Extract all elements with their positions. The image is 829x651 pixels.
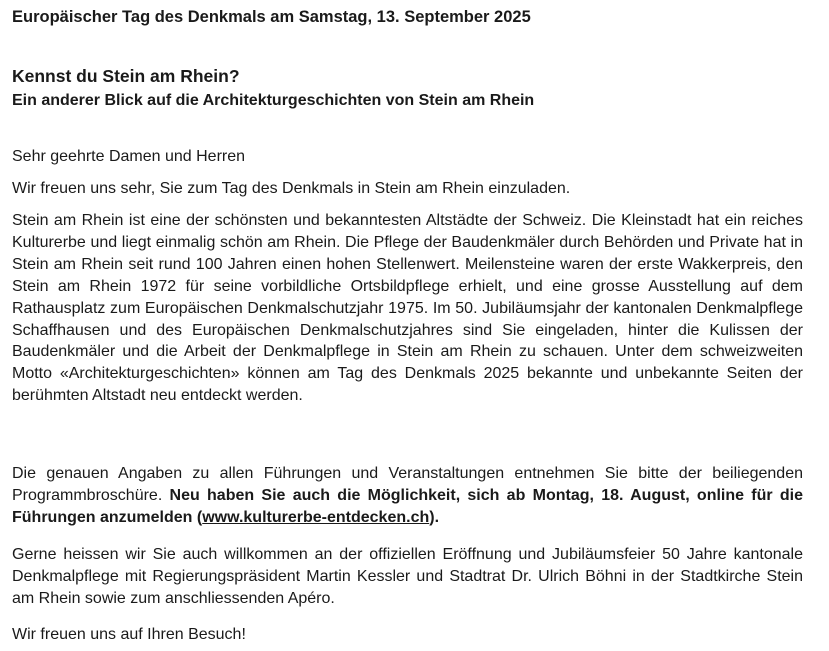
page-subtitle: Ein anderer Blick auf die Architekturgeschichten von Stein am Rhein [12, 92, 535, 109]
registration-link[interactable]: www.kulturerbe-entdecken.ch [202, 508, 430, 526]
intro-paragraph: Wir freuen uns sehr, Sie zum Tag des Denkmals in Stein am Rhein einzuladen. [12, 180, 571, 197]
program-text: Die genauen Angaben zu allen Führungen und Veranstaltungen entnehmen Sie bitte der beiliegenden Programmbroschüre. [12, 465, 803, 504]
opening-paragraph: Gerne heissen wir Sie auch willkommen an der offiziellen Eröffnung und Jubiläumsfeier 50 Jahre kantonale Denkmalpflege mit Regierungspräsident Martin Kessler und Stadtrat Dr. Ulrich Böhni in der Stadtkirche Stein am Rhein sowie zum anschliessenden Apéro. [12, 546, 803, 607]
page-title: Kennst du Stein am Rhein? [12, 66, 240, 86]
salutation: Sehr geehrte Damen und Herren [12, 148, 246, 165]
event-header: Europäischer Tag des Denkmals am Samstag, 13. September 2025 [12, 8, 531, 26]
program-paragraph [12, 463, 803, 529]
registration-text: Neu haben Sie auch die Möglichkeit, sich ab Montag, 18. August, online für die Führungen anzumelden ( [12, 486, 804, 526]
registration-text-end: ). [429, 508, 440, 526]
closing-line: Wir freuen uns auf Ihren Besuch! [12, 626, 246, 643]
history-paragraph: Stein am Rhein ist eine der schönsten und bekanntesten Altstädte der Schweiz. Die Kleinstadt hat ein reiches Kulturerbe und liegt einmalig schön am Rhein. Die Pflege der Baudenkmäler durch Behörden und Private hat in Stein am Rhein seit rund 100 Jahren einen hohen Stellenwert. Meilensteine waren der erste Wakkerpreis, den Stein am Rhein 1972 für seine vorbildliche Ortsbildpflege erhielt, und eine grosse Ausstellung auf dem Rathausplatz zum Europäischen Denkmalschutzjahr 1975. Im 50. Jubiläumsjahr der kantonalen Denkmalpflege Schaffhausen und des Europäischen Denkmalschutzjahres sind Sie eingeladen, hinter die Kulissen der Baudenkmäler und die Arbeit der Denkmalpflege in Stein am Rhein zu schauen. Unter dem schweizweiten Motto «Architekturgeschichten» können am Tag des Denkmals 2025 bekannte und unbekannte Seiten der berühmten Altstadt neu entdeckt werden. [12, 212, 803, 405]
